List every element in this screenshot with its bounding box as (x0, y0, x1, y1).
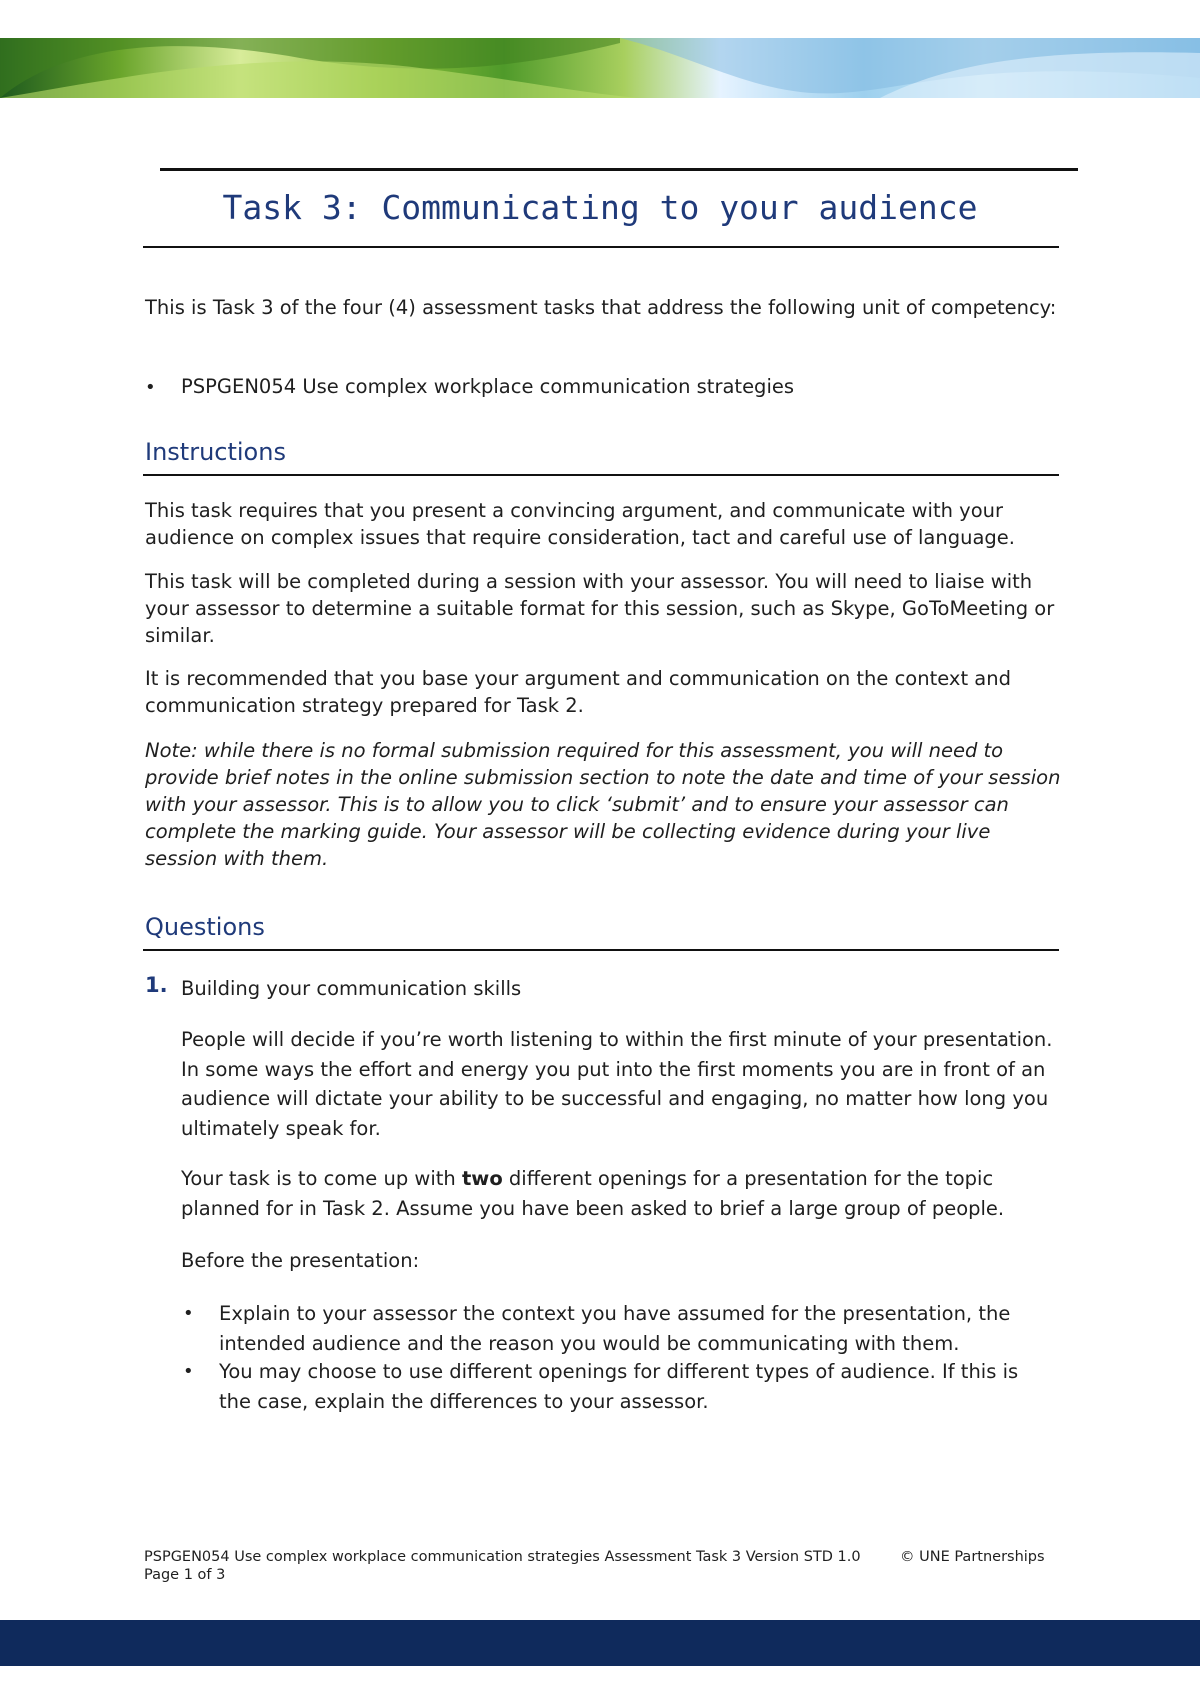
para2-text-end: different openings for a presentation for the topic planned for in Task 2. Assume you have been asked to brief a large group of people. (181, 1167, 1005, 1220)
swirl-graphic (0, 38, 1200, 98)
question-bullet-1: Explain to your assessor the context you have assumed for the presentation, the intended audience and the reason you would be communicating with them. (219, 1302, 1011, 1355)
para2-text-start: Your task is to come up with (181, 1167, 462, 1190)
question-paragraph-2 (181, 1164, 1061, 1223)
header-banner (0, 38, 1200, 98)
bullet-icon: • (145, 377, 156, 398)
intro-paragraph: This is Task 3 of the four (4) assessment tasks that address the following unit of competency: (145, 296, 1057, 319)
question-bullet-2: You may choose to use different openings for different types of audience. If this is the case, explain the differences to your assessor. (219, 1360, 1019, 1413)
footer-document-id: PSPGEN054 Use complex workplace communication strategies Assessment Task 3 Version STD 1.0 (144, 1549, 861, 1565)
instructions-paragraph-1: This task requires that you present a convincing argument, and communicate with your audience on complex issues that require consideration, tact and careful use of language. (145, 499, 1015, 549)
bullet-icon: • (183, 1361, 194, 1382)
instructions-note: Note: while there is no formal submission required for this assessment, you will need to provide brief notes in the online submission section to note the date and time of your session with your assessor. This is to allow you to click ‘submit’ and to ensure your assessor can complete the marking guide. Your assessor will be collecting evidence during your live session with them. (145, 739, 1061, 870)
question-title: Building your communication skills (181, 977, 522, 1000)
page-footer (144, 1548, 1064, 1584)
instructions-heading: Instructions (145, 438, 286, 466)
unit-bullet: PSPGEN054 Use complex workplace communication strategies (181, 375, 795, 398)
question-number: 1. (145, 973, 168, 997)
footer-bar (0, 1620, 1200, 1666)
title-bottom-rule (143, 246, 1059, 248)
questions-rule (143, 949, 1059, 951)
footer-page-number: Page 1 of 3 (144, 1567, 226, 1583)
instructions-paragraph-3: It is recommended that you base your argument and communication on the context and communication strategy prepared for Task 2. (145, 667, 1011, 717)
title-top-rule (160, 168, 1078, 171)
question-paragraph-1: People will decide if you’re worth listening to within the first minute of your presentation. In some ways the effort and energy you put into the first moments you are in front of an audience will dictate your ability to be successful and engaging, no matter how long you ultimately speak for. (181, 1028, 1053, 1140)
instructions-paragraph-2: This task will be completed during a session with your assessor. You will need to liaise with your assessor to determine a suitable format for this session, such as Skype, GoToMeeting or similar. (145, 570, 1055, 647)
para2-emphasis: two (461, 1167, 503, 1190)
bullet-icon: • (183, 1303, 194, 1324)
footer-copyright: © UNE Partnerships (900, 1549, 1045, 1565)
question-paragraph-3: Before the presentation: (181, 1249, 420, 1272)
instructions-rule (143, 474, 1059, 476)
page-title: Task 3: Communicating to your audience (222, 188, 978, 227)
questions-heading: Questions (145, 913, 265, 941)
